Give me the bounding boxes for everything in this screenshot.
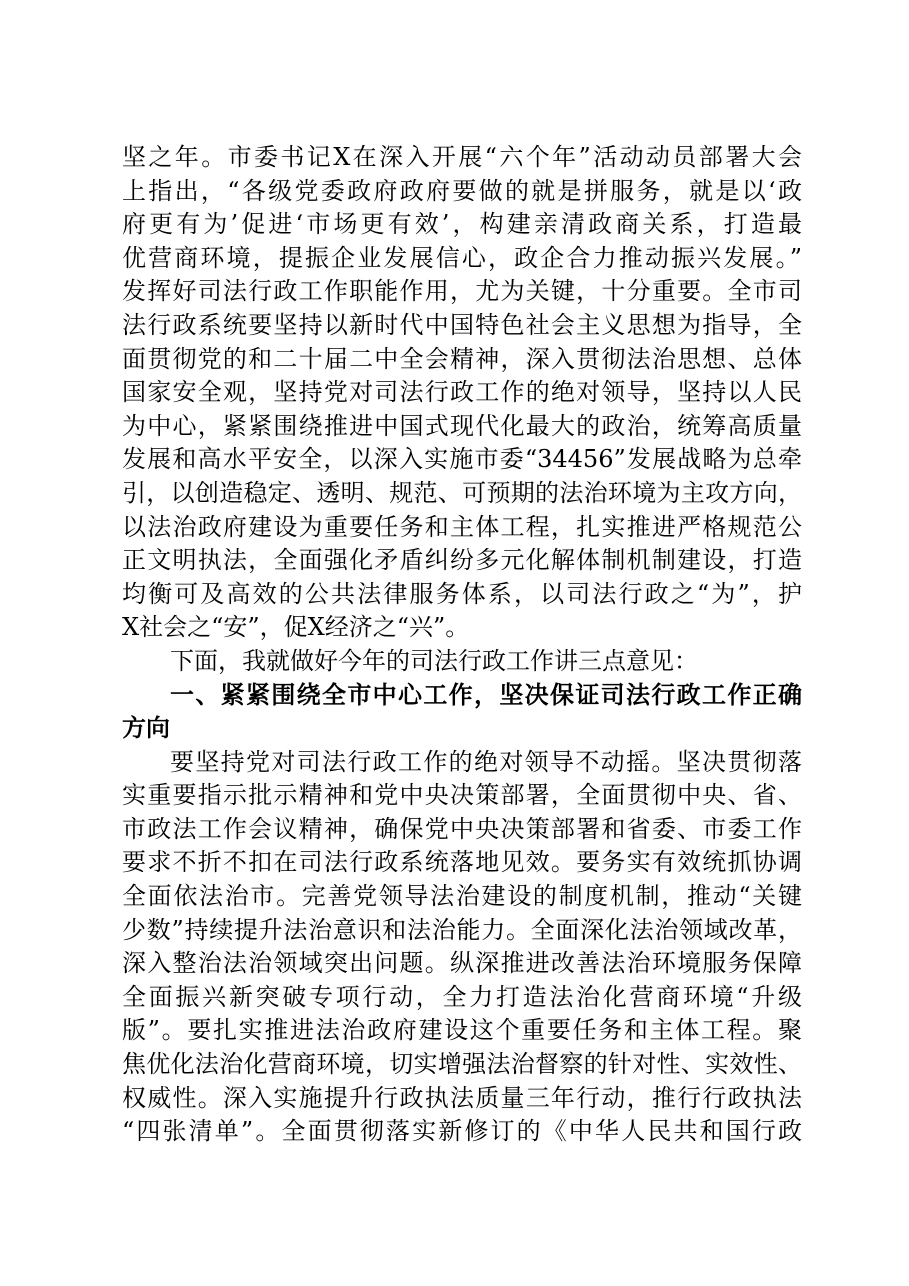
text-line: 全面依法治市。完善党领导法治建设的制度机制，推动“关键 xyxy=(122,882,802,911)
text-line: 为中心，紧紧围绕推进中国式现代化最大的政治，统筹高质量 xyxy=(122,411,802,440)
text-line: 实重要指示批示精神和党中央决策部署，全面贯彻中央、省、 xyxy=(122,781,802,810)
text-line: 发展和高水平安全，以深入实施市委“34456”发展战略为总牵 xyxy=(122,445,802,474)
section-heading xyxy=(122,679,802,746)
text-line: 引，以创造稳定、透明、规范、可预期的法治环境为主攻方向， xyxy=(122,478,802,507)
text-line: 正文明执法，全面强化矛盾纠纷多元化解体制机制建设，打造 xyxy=(122,546,802,575)
text-line: X社会之“安”，促X经济之“兴”。 xyxy=(122,613,470,642)
heading-line: 方向 xyxy=(122,714,170,743)
text-line: 均衡可及高效的公共法律服务体系，以司法行政之“为”，护 xyxy=(122,579,802,608)
text-line: “四张清单”。全面贯彻落实新修订的《中华人民共和国行政 xyxy=(122,1117,802,1146)
text-line: 焦优化法治化营商环境，切实增强法治督察的针对性、实效性、 xyxy=(122,1050,802,1079)
text-line: 以法治政府建设为重要任务和主体工程，扎实推进严格规范公 xyxy=(122,512,802,541)
text-line: 下面，我就做好今年的司法行政工作讲三点意见： xyxy=(170,646,698,675)
text-line: 优营商环境，提振企业发展信心，政企合力推动振兴发展。” xyxy=(122,243,802,272)
paragraph-section-body xyxy=(122,746,802,1149)
paragraph-intro xyxy=(122,141,802,645)
text-line: 深入整治法治领域突出问题。纵深推进改善法治环境服务保障 xyxy=(122,949,802,978)
text-line: 权威性。深入实施提升行政执法质量三年行动，推行行政执法 xyxy=(122,1083,802,1112)
text-line: 要坚持党对司法行政工作的绝对领导不动摇。坚决贯彻落 xyxy=(170,747,802,776)
heading-line: 一、紧紧围绕全市中心工作，坚决保证司法行政工作正确 xyxy=(170,680,802,709)
text-line: 市政法工作会议精神，确保党中央决策部署和省委、市委工作 xyxy=(122,814,802,843)
paragraph-lead-in xyxy=(122,645,802,679)
text-line: 府更有为’促进‘市场更有效’，构建亲清政商关系，打造最 xyxy=(122,210,802,239)
text-line: 发挥好司法行政工作职能作用，尤为关键，十分重要。全市司 xyxy=(122,277,802,306)
text-line: 国家安全观，坚持党对司法行政工作的绝对领导，坚持以人民 xyxy=(122,378,802,407)
document-body xyxy=(122,141,802,1149)
text-line: 全面振兴新突破专项行动，全力打造法治化营商环境“升级 xyxy=(122,982,802,1011)
text-line: 要求不折不扣在司法行政系统落地见效。要务实有效统抓协调 xyxy=(122,848,802,877)
text-line: 少数”持续提升法治意识和法治能力。全面深化法治领域改革， xyxy=(122,915,802,944)
text-line: 上指出，“各级党委政府政府要做的就是拼服务，就是以‘政 xyxy=(122,176,802,205)
text-line: 版”。要扎实推进法治政府建设这个重要任务和主体工程。聚 xyxy=(122,1016,802,1045)
text-line: 面贯彻党的和二十届二中全会精神，深入贯彻法治思想、总体 xyxy=(122,344,802,373)
text-line: 坚之年。市委书记X在深入开展“六个年”活动动员部署大会 xyxy=(122,143,802,171)
text-line: 法行政系统要坚持以新时代中国特色社会主义思想为指导，全 xyxy=(122,310,802,339)
